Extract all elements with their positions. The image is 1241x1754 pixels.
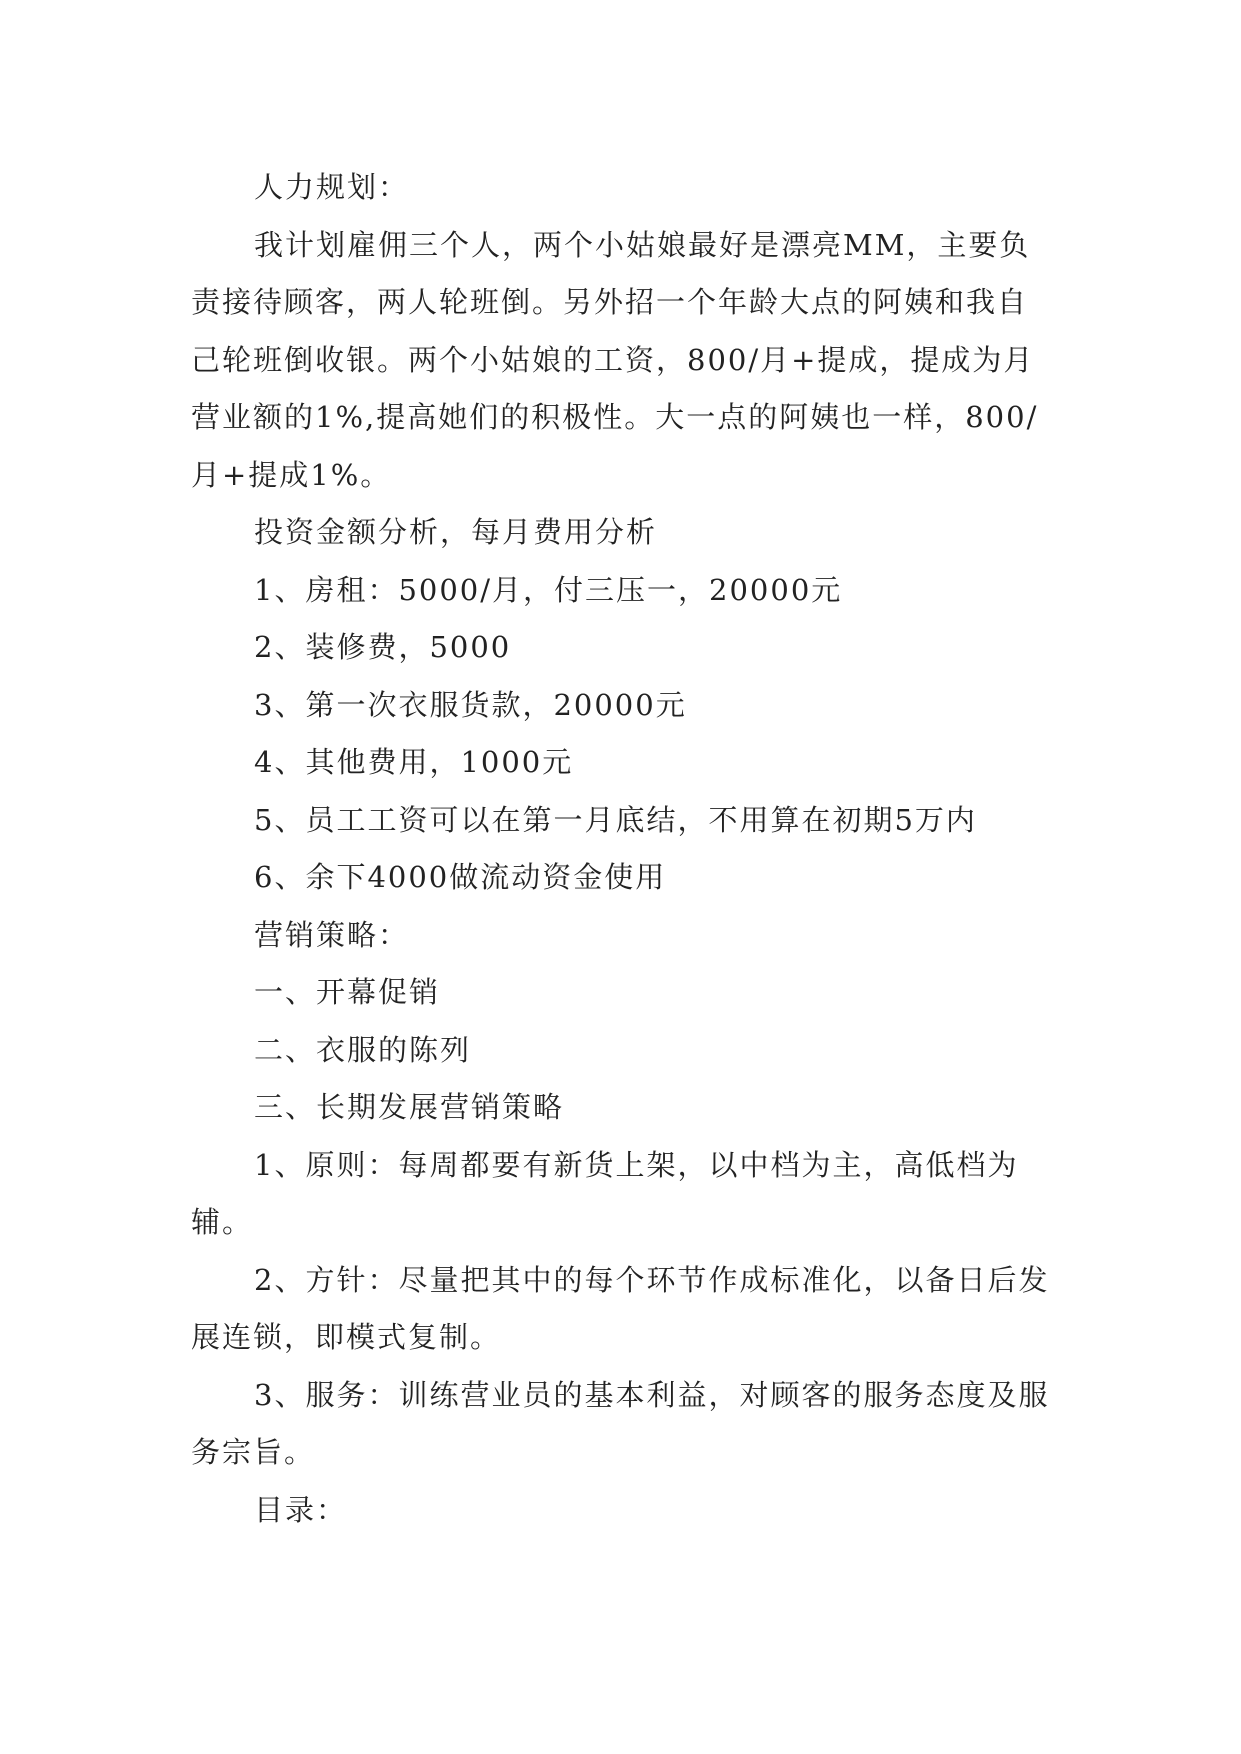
heading-table-of-contents: 目录： [254,1492,348,1527]
paragraph-staffing-details: 我计划雇佣三个人，两个小姑娘最好是漂亮MM，主要负责接待顾客，两人轮班倒。另外招一个年龄大点的阿姨和我自己轮班倒收银。两个小姑娘的工资，800/月+提成，提成为月营业额的1%,提高她们的积极性。大一点的阿姨也一样，800/月+提成1%。 [191,227,1039,492]
list-item-opening-promotion: 一、开幕促销 [254,975,441,1009]
heading-staffing-plan: 人力规划： [254,170,410,204]
list-item-staff-wages: 5、员工工资可以在第一月底结，不用算在初期5万内 [254,802,977,837]
document-body [191,159,1051,1539]
list-item-policy: 2、方针：尽量把其中的每个环节作成标准化，以备日后发展连锁，即模式复制。 [191,1262,1050,1354]
list-item-rent: 1、房租：5000/月，付三压一，20000元 [254,572,843,607]
heading-marketing-strategy: 营销策略： [254,917,410,952]
list-item-clothing-display: 二、衣服的陈列 [254,1032,472,1067]
list-item-service: 3、服务：训练营业员的基本利益，对顾客的服务态度及服务宗旨。 [191,1377,1050,1469]
list-item-long-term-strategy: 三、长期发展营销策略 [254,1090,565,1124]
list-item-working-capital: 6、余下4000做流动资金使用 [254,860,667,894]
list-item-first-stock: 3、第一次衣服货款，20000元 [254,687,687,722]
list-item-renovation: 2、装修费，5000 [254,630,512,664]
list-item-principle: 1、原则：每周都要有新货上架，以中档为主，高低档为辅。 [191,1147,1019,1239]
list-item-other-costs: 4、其他费用，1000元 [254,745,574,779]
heading-investment-analysis: 投资金额分析，每月费用分析 [254,515,658,549]
